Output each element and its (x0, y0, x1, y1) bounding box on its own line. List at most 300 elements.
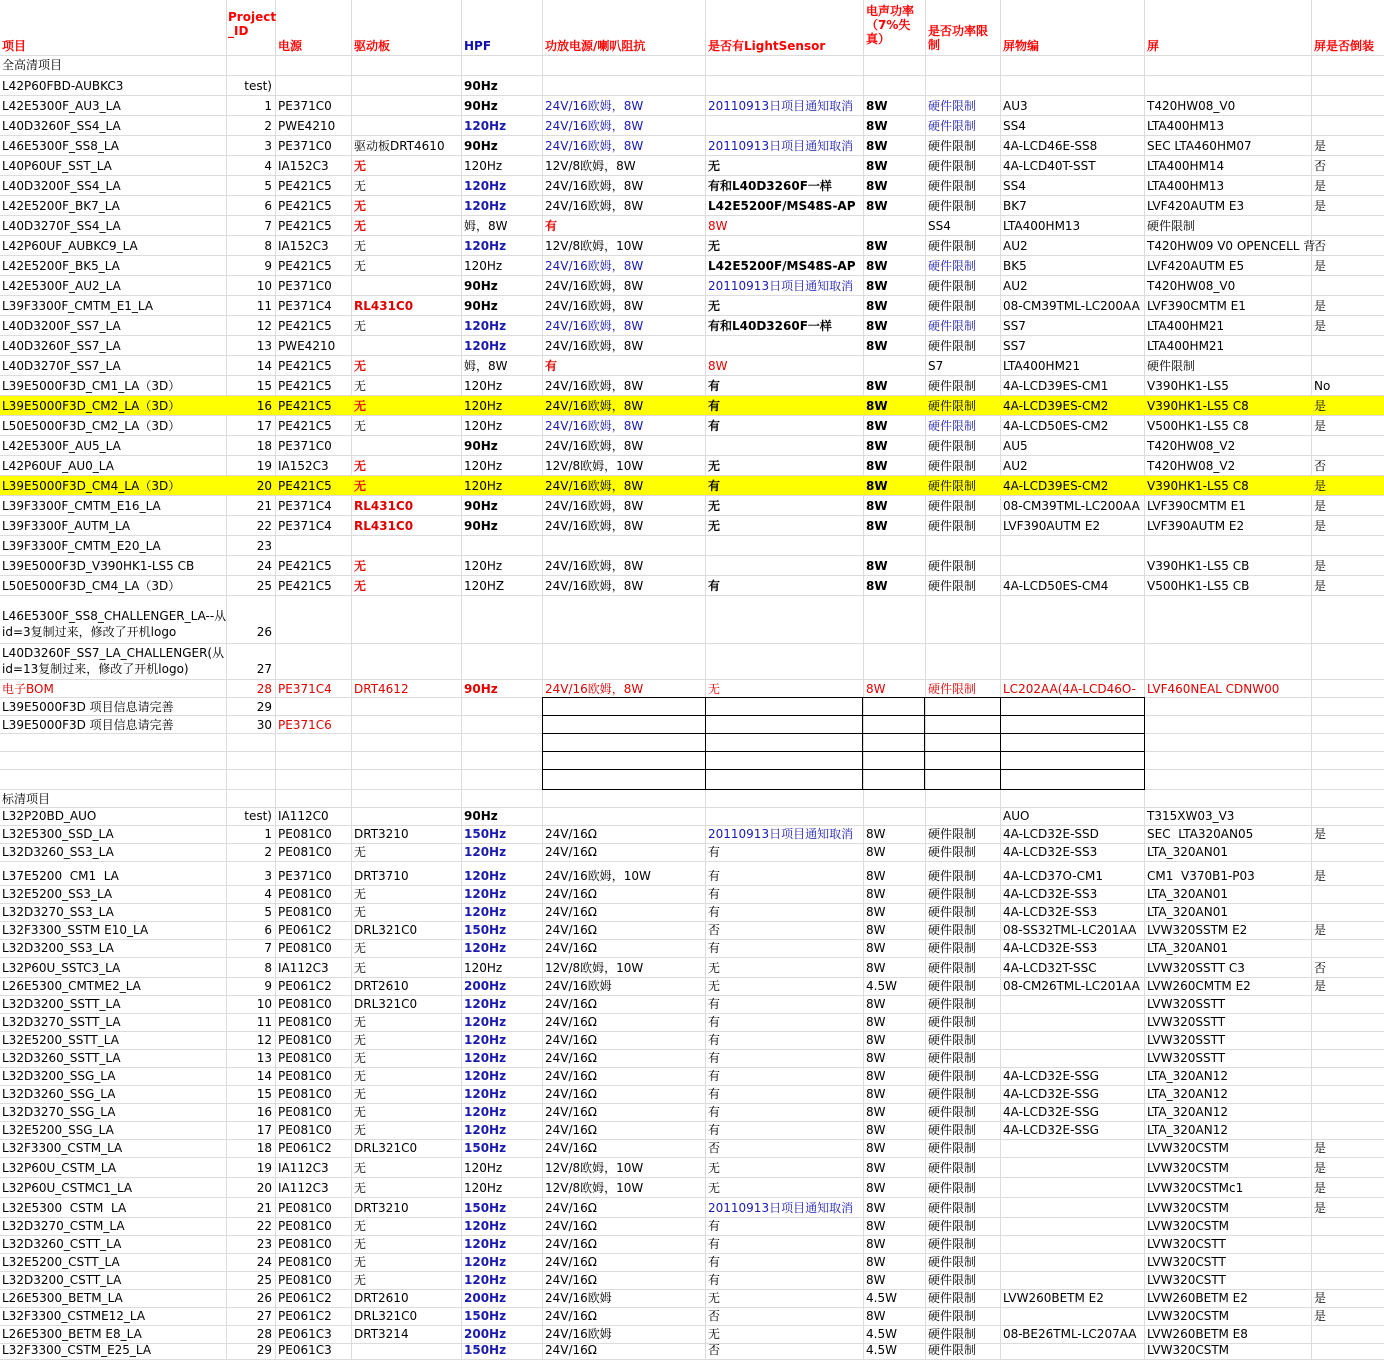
cell: 120Hz (464, 1015, 507, 1029)
cell: 24V/16Ω (545, 887, 597, 901)
cell: 4A-LCD40T-SST (1003, 159, 1096, 173)
cell: DRT3210 (354, 1201, 409, 1215)
cell: L40D3200F_SS4_LA (2, 179, 121, 193)
cell: 6 (264, 923, 272, 937)
cell: 8W (866, 399, 888, 413)
cell: 否 (708, 1343, 721, 1357)
cell: LVW260BETM E2 (1003, 1291, 1104, 1305)
cell: 120Hz (464, 1105, 507, 1119)
cell: L32D3270_SSG_LA (2, 1105, 116, 1119)
cell: 120Hz (464, 419, 503, 433)
cell: DRT2610 (354, 1291, 409, 1305)
cell: 是 (1314, 319, 1327, 333)
cell: AU2 (1003, 239, 1028, 253)
cell: 12V/8欧姆，10W (545, 961, 644, 975)
cell: 是 (1314, 827, 1327, 841)
cell: LTA_320AN12 (1147, 1123, 1228, 1137)
cell: PE371C4 (278, 682, 332, 696)
cell: 24V/16Ω (545, 1123, 597, 1137)
cell: 无 (354, 1105, 367, 1119)
cell: DRT3710 (354, 869, 409, 883)
cell: 120Hz (464, 259, 503, 273)
cell: 硬件限制 (928, 1051, 977, 1065)
grid-hline (0, 1157, 1384, 1158)
cell: 是 (1314, 499, 1327, 513)
cell: PE371C4 (278, 299, 332, 313)
cell: PE081C0 (278, 1051, 332, 1065)
cell: 120Hz (464, 961, 503, 975)
cell: 8W (866, 139, 888, 153)
cell: 24V/16欧姆，8W (545, 519, 644, 533)
cell: L32E5300_SSD_LA (2, 827, 114, 841)
cell: LVF390CMTM E1 (1147, 499, 1246, 513)
cell: L42E5300F_AU5_LA (2, 439, 121, 453)
column-header: 驱动板 (354, 39, 391, 53)
grid-hline (0, 1235, 1384, 1236)
grid-hline (0, 75, 1384, 76)
cell: L32E5200_SSTT_LA (2, 1033, 119, 1047)
cell: 有 (708, 1237, 721, 1251)
grid-hline (0, 295, 1384, 296)
cell: 8W (866, 1015, 886, 1029)
cell: 有 (708, 419, 721, 433)
cell: LVW320CSTM (1147, 1201, 1230, 1215)
grid-hline (0, 475, 1384, 476)
cell: 是 (1314, 1201, 1327, 1215)
cell: LVW320CSTT (1147, 1255, 1226, 1269)
cell: IA112C3 (278, 961, 329, 975)
cell: 硬件限制 (928, 1181, 977, 1195)
cell: 120Hz (464, 1123, 507, 1137)
cell: 8W (866, 119, 888, 133)
cell: 120Hz (464, 1237, 507, 1251)
cell: 24V/16欧姆，8W (545, 419, 644, 433)
cell: L40D3260F_SS7_LA_CHALLENGER(从 (2, 646, 225, 660)
cell: 90Hz (464, 139, 498, 153)
cell: L32D3270_SSTT_LA (2, 1015, 121, 1029)
cell: 120Hz (464, 905, 507, 919)
cell: 8W (866, 99, 888, 113)
empty-boxed-cell (705, 697, 863, 716)
cell: 90Hz (464, 79, 498, 93)
cell: 硬件限制 (928, 1255, 977, 1269)
cell: 3 (264, 869, 272, 883)
empty-boxed-cell (705, 751, 863, 770)
cell: 20110913日项目通知取消 (708, 139, 854, 153)
cell: LVW320SSTT (1147, 1015, 1226, 1029)
cell: PE061C2 (278, 923, 332, 937)
cell: PE081C0 (278, 1273, 332, 1287)
cell: 有 (708, 1273, 721, 1287)
empty-boxed-cell (542, 751, 706, 770)
cell: DRT3210 (354, 827, 409, 841)
grid-hline (0, 95, 1384, 96)
cell: PE421C5 (278, 259, 332, 273)
cell: 硬件限制 (928, 1087, 977, 1101)
empty-boxed-cell (542, 697, 706, 716)
cell: 硬件限制 (928, 887, 977, 901)
cell: L40P60UF_SST_LA (2, 159, 112, 173)
cell: 有 (708, 1069, 721, 1083)
cell: 120Hz (464, 1255, 507, 1269)
cell: V500HK1-LS5 C8 (1147, 419, 1249, 433)
cell: 200Hz (464, 979, 507, 993)
cell: 8W (866, 1161, 886, 1175)
cell: 18 (256, 439, 272, 453)
cell: 8W (866, 1123, 886, 1137)
cell: 24V/16Ω (545, 1201, 597, 1215)
cell: 24V/16Ω (545, 1141, 597, 1155)
cell: 8W (866, 887, 886, 901)
cell: L32E5300 CSTM LA (2, 1201, 127, 1215)
cell: 有 (708, 1255, 721, 1269)
cell: 姆，8W (464, 219, 508, 233)
cell: 硬件限制 (928, 1201, 977, 1215)
cell: 120Hz (464, 1219, 507, 1233)
cell: L32P60U_CSTMC1_LA (2, 1181, 133, 1195)
cell: DRT4612 (354, 682, 409, 696)
cell: L39E5000F3D_CM4_LA（3D） (2, 479, 181, 493)
cell: 8W (866, 239, 888, 253)
cell: 12V/8欧姆，10W (545, 1161, 644, 1175)
cell: PE421C5 (278, 399, 332, 413)
cell: LVF390AUTM E2 (1147, 519, 1245, 533)
cell: 无 (354, 1273, 367, 1287)
cell: 否 (1314, 459, 1327, 473)
cell: 24 (256, 1255, 272, 1269)
cell: 200Hz (464, 1327, 507, 1341)
cell: 8W (866, 179, 888, 193)
grid-vline (705, 0, 706, 1360)
cell: PE081C0 (278, 1015, 332, 1029)
cell: 8W (866, 1255, 886, 1269)
cell: 8W (866, 199, 888, 213)
cell: 驱动板DRT4610 (354, 139, 445, 153)
cell: LVW320CSTM (1147, 1161, 1230, 1175)
cell: 19 (256, 1161, 272, 1175)
cell: 有 (708, 1105, 721, 1119)
cell: L32F3300_CSTM_LA (2, 1141, 123, 1155)
cell: 有 (708, 887, 721, 901)
cell: 硬件限制 (928, 979, 977, 993)
grid-hline (0, 807, 1384, 808)
cell: 姆，8W (464, 359, 508, 373)
grid-vline (1000, 0, 1001, 1360)
cell: SS7 (1003, 339, 1026, 353)
cell: 硬件限制 (928, 99, 977, 113)
cell: 24V/16Ω (545, 1237, 597, 1251)
cell: 120HZ (464, 579, 505, 593)
cell: 8W (866, 479, 888, 493)
cell: 8W (866, 439, 888, 453)
grid-hline (0, 903, 1384, 904)
cell: 8W (866, 923, 886, 937)
cell: 无 (354, 1255, 367, 1269)
cell: LVF390CMTM E1 (1147, 299, 1246, 313)
cell: 硬件限制 (928, 961, 977, 975)
grid-hline (0, 679, 1384, 680)
cell: 120Hz (464, 1087, 507, 1101)
cell: 4A-LCD50ES-CM4 (1003, 579, 1109, 593)
grid-hline (0, 1013, 1384, 1014)
grid-hline (0, 495, 1384, 496)
cell: 硬件限制 (928, 869, 977, 883)
cell: PE371C0 (278, 99, 332, 113)
cell: PE081C0 (278, 887, 332, 901)
cell: 20110913日项目通知取消 (708, 279, 854, 293)
cell: IA152C3 (278, 239, 329, 253)
cell: L32E5200_SSG_LA (2, 1123, 114, 1137)
cell: 4A-LCD39ES-CM2 (1003, 399, 1109, 413)
cell: 90Hz (464, 299, 498, 313)
cell: 22 (256, 1219, 272, 1233)
cell: 8W (866, 961, 886, 975)
cell: CM1 V370B1-P03 (1147, 869, 1255, 883)
cell: IA152C3 (278, 459, 329, 473)
cell: L32D3260_SSG_LA (2, 1087, 116, 1101)
cell: 硬件限制 (928, 339, 977, 353)
empty-boxed-cell (924, 715, 1001, 734)
cell: 90Hz (464, 439, 498, 453)
cell: 4A-LCD37O-CM1 (1003, 869, 1103, 883)
cell: 4 (264, 159, 272, 173)
cell: PE371C0 (278, 869, 332, 883)
cell: 4A-LCD32E-SSD (1003, 827, 1099, 841)
cell: 24V/16欧姆，8W (545, 499, 644, 513)
cell: 22 (256, 519, 272, 533)
cell: 24V/16Ω (545, 1219, 597, 1233)
cell: 150Hz (464, 1343, 507, 1357)
empty-boxed-cell (862, 751, 925, 770)
cell: 17 (256, 1123, 272, 1137)
cell: 电子BOM (2, 682, 54, 696)
grid-hline (0, 1085, 1384, 1086)
cell: 24V/16Ω (545, 1069, 597, 1083)
empty-boxed-cell (924, 751, 1001, 770)
cell: 24V/16Ω (545, 1087, 597, 1101)
empty-boxed-cell (542, 715, 706, 734)
cell: 硬件限制 (928, 1237, 977, 1251)
cell: 120Hz (464, 119, 507, 133)
grid-hline (0, 885, 1384, 886)
cell: 有 (708, 479, 721, 493)
cell: 有 (708, 399, 721, 413)
cell: 120Hz (464, 179, 507, 193)
empty-boxed-cell (924, 769, 1001, 790)
cell: 无 (354, 961, 367, 975)
cell: 是 (1314, 979, 1327, 993)
cell: PE061C2 (278, 979, 332, 993)
grid-hline (0, 435, 1384, 436)
cell: 无 (708, 159, 721, 173)
cell: 硬件限制 (928, 399, 977, 413)
cell: 8W (866, 1087, 886, 1101)
cell: 8W (866, 259, 888, 273)
cell: 硬件限制 (928, 1273, 977, 1287)
cell: 30 (256, 718, 272, 732)
grid-hline (0, 1325, 1384, 1326)
cell: L32F3300_SSTM E10_LA (2, 923, 149, 937)
cell: 是 (1314, 869, 1327, 883)
cell: 4A-LCD32E-SS3 (1003, 845, 1098, 859)
cell: 120Hz (464, 399, 503, 413)
grid-hline (0, 215, 1384, 216)
cell: 是 (1314, 139, 1327, 153)
cell: LTA400HM13 (1003, 219, 1081, 233)
cell: 硬件限制 (928, 905, 977, 919)
cell: 28 (256, 1327, 272, 1341)
cell: LTA_320AN12 (1147, 1087, 1228, 1101)
cell: 硬件限制 (928, 827, 977, 841)
cell: 有 (708, 379, 721, 393)
cell: PE371C0 (278, 439, 332, 453)
cell: L42E5200F/MS48S-AP (708, 199, 856, 213)
cell: 24V/16Ω (545, 923, 597, 937)
cell: 19 (256, 459, 272, 473)
cell: 24V/16欧姆，8W (545, 299, 644, 313)
cell: 硬件限制 (928, 997, 977, 1011)
cell: 是 (1314, 923, 1327, 937)
cell: 无 (708, 1327, 721, 1341)
cell: 21 (256, 1201, 272, 1215)
cell: LVW260BETM E8 (1147, 1327, 1248, 1341)
grid-hline (0, 195, 1384, 196)
grid-hline (0, 921, 1384, 922)
cell: L50E5000F3D_CM4_LA（3D） (2, 579, 181, 593)
cell: L42E5200F_BK7_LA (2, 199, 120, 213)
cell: 8W (866, 1201, 886, 1215)
grid-vline (275, 0, 276, 1360)
cell: 24V/16Ω (545, 941, 597, 955)
cell: 17 (256, 419, 272, 433)
cell: 90Hz (464, 519, 498, 533)
cell: 24V/16Ω (545, 905, 597, 919)
cell: LVF460NEAL CDNW00 (1147, 682, 1280, 696)
cell: T420HW08_V2 (1147, 439, 1236, 453)
cell: 27 (256, 662, 272, 676)
cell: 12V/8欧姆，10W (545, 1181, 644, 1195)
grid-hline (0, 957, 1384, 958)
cell: 无 (354, 845, 367, 859)
cell: 24V/16欧姆，8W (545, 682, 644, 696)
cell: 8W (866, 159, 888, 173)
grid-hline (0, 235, 1384, 236)
cell: 否 (708, 923, 721, 937)
empty-boxed-cell (1000, 715, 1145, 734)
cell: 150Hz (464, 1201, 507, 1215)
cell: 硬件限制 (928, 845, 977, 859)
cell: PE081C0 (278, 1201, 332, 1215)
cell: 24V/16Ω (545, 1309, 597, 1323)
cell: IA152C3 (278, 159, 329, 173)
cell: 21 (256, 499, 272, 513)
cell: 有 (545, 359, 558, 373)
cell: 无 (354, 905, 367, 919)
cell: test) (244, 809, 272, 823)
cell: 8W (866, 905, 886, 919)
cell: 29 (256, 700, 272, 714)
cell: 13 (256, 339, 272, 353)
cell: T420HW08_V2 (1147, 459, 1236, 473)
cell: LTA400HM13 (1147, 119, 1225, 133)
cell: 3 (264, 139, 272, 153)
cell: 4.5W (866, 979, 897, 993)
cell: LVW320SSTM E2 (1147, 923, 1248, 937)
cell: 24V/16Ω (545, 1273, 597, 1287)
cell: L32D3200_CSTT_LA (2, 1273, 122, 1287)
cell: 8W (866, 1051, 886, 1065)
cell: AU5 (1003, 439, 1028, 453)
cell: LTA400HM14 (1147, 159, 1225, 173)
empty-boxed-cell (924, 697, 1001, 716)
grid-hline (0, 455, 1384, 456)
grid-vline (351, 0, 352, 1360)
cell: LVW320CSTM (1147, 1309, 1230, 1323)
column-header: HPF (464, 39, 492, 53)
cell: 6 (264, 199, 272, 213)
cell: 否 (708, 1141, 721, 1155)
cell: 10 (256, 997, 272, 1011)
cell: LVW320CSTT (1147, 1237, 1226, 1251)
cell: 24 (256, 559, 272, 573)
cell: LVW320CSTMc1 (1147, 1181, 1244, 1195)
cell: L40D3260F_SS4_LA (2, 119, 121, 133)
cell: BK7 (1003, 199, 1027, 213)
cell: S7 (928, 359, 944, 373)
cell: test) (244, 79, 272, 93)
cell: 8W (708, 359, 728, 373)
grid-hline (0, 555, 1384, 556)
grid-hline (0, 939, 1384, 940)
cell: 90Hz (464, 99, 498, 113)
grid-hline (0, 535, 1384, 536)
cell: 硬件限制 (928, 579, 977, 593)
cell: 硬件限制 (928, 239, 977, 253)
cell: L42P60UF_AU0_LA (2, 459, 114, 473)
cell: 24V/16欧姆，8W (545, 179, 644, 193)
cell: 5 (264, 179, 272, 193)
cell: 是 (1314, 419, 1327, 433)
cell: 14 (256, 1069, 272, 1083)
cell: 25 (256, 1273, 272, 1287)
empty-boxed-cell (705, 733, 863, 752)
cell: 是 (1314, 519, 1327, 533)
cell: SS4 (1003, 119, 1026, 133)
cell: L46E5300F_SS8_LA (2, 139, 120, 153)
cell: 8W (866, 319, 888, 333)
column-header: 功放电源/喇叭阻抗 (545, 39, 646, 53)
cell: AU2 (1003, 459, 1028, 473)
grid-hline (0, 1197, 1384, 1198)
cell: 14 (256, 359, 272, 373)
cell: L32P60U_SSTC3_LA (2, 961, 121, 975)
cell: 4A-LCD50ES-CM2 (1003, 419, 1109, 433)
cell: 13 (256, 1051, 272, 1065)
cell: 无 (354, 1181, 367, 1195)
cell: 150Hz (464, 923, 507, 937)
cell: 90Hz (464, 499, 498, 513)
cell: L32D3260_CSTT_LA (2, 1237, 122, 1251)
cell: L32D3200_SSG_LA (2, 1069, 116, 1083)
cell: L32D3260_SS3_LA (2, 845, 114, 859)
grid-hline (0, 1103, 1384, 1104)
cell: T420HW08_V0 (1147, 99, 1236, 113)
cell: 8W (866, 519, 888, 533)
cell: L39E5000F3D_V390HK1-LS5 CB (2, 559, 195, 573)
grid-hline (0, 135, 1384, 136)
grid-hline (0, 1177, 1384, 1178)
cell: 8W (866, 1033, 886, 1047)
